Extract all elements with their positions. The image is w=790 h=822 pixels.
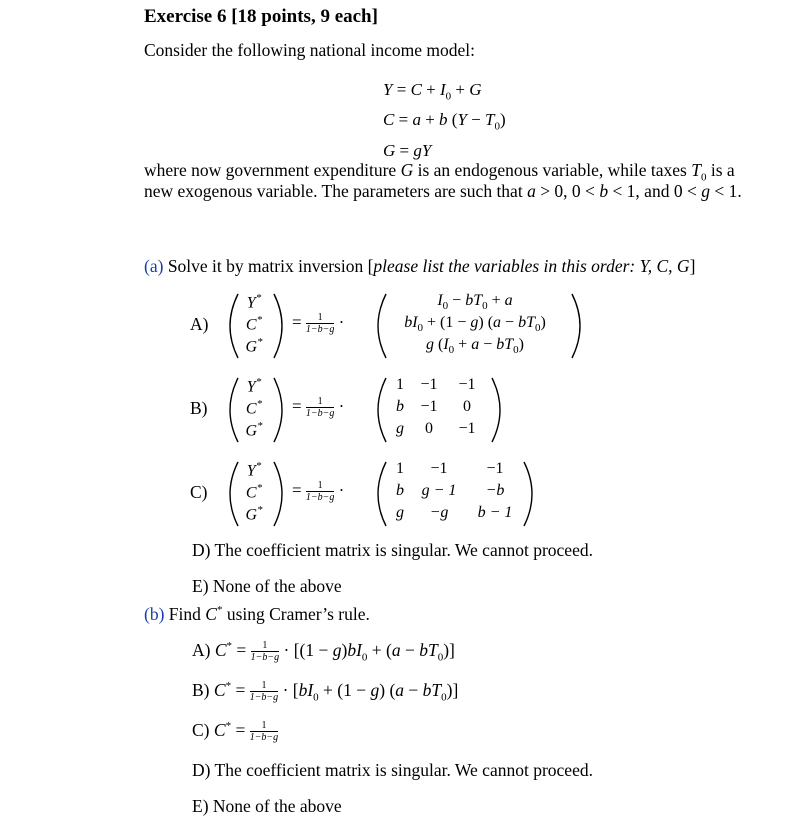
option-c-label[interactable]: C) xyxy=(190,482,208,502)
vec-a-y: Y* xyxy=(246,292,262,312)
vec-c-c: C* xyxy=(245,482,263,502)
option-a-entry-1: $I_0 - bT_0 + a$ xyxy=(437,292,513,313)
vec-a-g: G* xyxy=(245,336,263,356)
c-m12: −1 xyxy=(430,460,448,477)
vec-c-g: G* xyxy=(245,504,263,524)
b-m21: b xyxy=(396,398,404,415)
part-a-question: (a) Solve it by matrix inversion [please list the variables in this order: Y, C, G] xyxy=(144,256,696,276)
b-option-c[interactable]: C) C* = $\frac{1}{1-b-g}$ xyxy=(192,720,279,744)
b-m23: 0 xyxy=(463,398,471,415)
vec-b-g: G* xyxy=(245,420,263,440)
vec-c-y: Y* xyxy=(246,460,262,480)
b-m33: −1 xyxy=(458,420,476,437)
description-line-1: where now government expenditure G is an endogenous variable, while taxes $T_0$ is a xyxy=(144,160,735,184)
model-equations xyxy=(383,78,506,163)
b-option-a[interactable]: A) C* = $\frac{1}{1-b-g}$ · $[(1 - g)bI_0 + (a - bT_0)]$ xyxy=(192,640,455,664)
b-m13: −1 xyxy=(458,376,476,393)
equation-g: G = gY xyxy=(383,140,432,160)
b-option-b[interactable]: B) C* = $\frac{1}{1-b-g}$ · $[bI_0 + (1 - g) (a - bT_0)]$ xyxy=(192,680,459,704)
part-a-label: (a) xyxy=(144,256,164,276)
b-option-d-text[interactable]: D) The coefficient matrix is singular. We cannot proceed. xyxy=(192,760,593,780)
option-b-equals-frac: = $\frac{1}{1-b-g}$ · xyxy=(292,396,345,419)
b-m11: 1 xyxy=(396,376,404,393)
c-m13: −1 xyxy=(486,460,504,477)
equation-y: $Y = C + I_0 + G$ xyxy=(383,80,482,103)
option-a-label[interactable]: A) xyxy=(190,314,209,334)
vec-a-c: C* xyxy=(245,314,263,334)
b-m12: −1 xyxy=(420,376,438,393)
c-m31: g xyxy=(396,504,404,521)
option-a-equals-frac: = $\frac{1}{1-b-g}$ · xyxy=(292,312,345,335)
option-e-text[interactable]: E) None of the above xyxy=(192,576,342,596)
option-a-entry-2: $bI_0 + (1 - g) (a - bT_0)$ xyxy=(404,314,546,335)
b-option-e-text[interactable]: E) None of the above xyxy=(192,796,342,816)
b-m31: g xyxy=(396,420,404,437)
option-a-entry-3: g $(I_0 + a - bT_0)$ xyxy=(426,336,524,357)
option-c-equals-frac: = $\frac{1}{1-b-g}$ · xyxy=(292,480,345,503)
vec-b-c: C* xyxy=(245,398,263,418)
vec-b-y: Y* xyxy=(246,376,262,396)
c-m21: b xyxy=(396,482,404,499)
option-b-label[interactable]: B) xyxy=(190,398,208,418)
b-m22: −1 xyxy=(420,398,438,415)
option-d-text[interactable]: D) The coefficient matrix is singular. We cannot proceed. xyxy=(192,540,593,560)
c-m11: 1 xyxy=(396,460,404,477)
c-m23: −b xyxy=(485,482,505,499)
c-m32: −g xyxy=(429,504,449,521)
b-m32: 0 xyxy=(425,420,433,437)
part-b-question: (b) Find C* using Cramer’s rule. xyxy=(144,604,370,624)
exercise-heading: Exercise 6 [18 points, 9 each] xyxy=(144,6,378,27)
description-line-2: new exogenous variable. The parameters are such that a > 0, 0 < b < 1, and 0 < g < 1. xyxy=(144,181,742,201)
c-m22: g − 1 xyxy=(421,482,457,499)
equation-c: C = a + b $(Y - T_0)$ xyxy=(383,110,506,133)
intro-text: Consider the following national income model: xyxy=(144,40,475,60)
c-m33: b − 1 xyxy=(477,504,513,521)
part-b-label: (b) xyxy=(144,604,165,624)
